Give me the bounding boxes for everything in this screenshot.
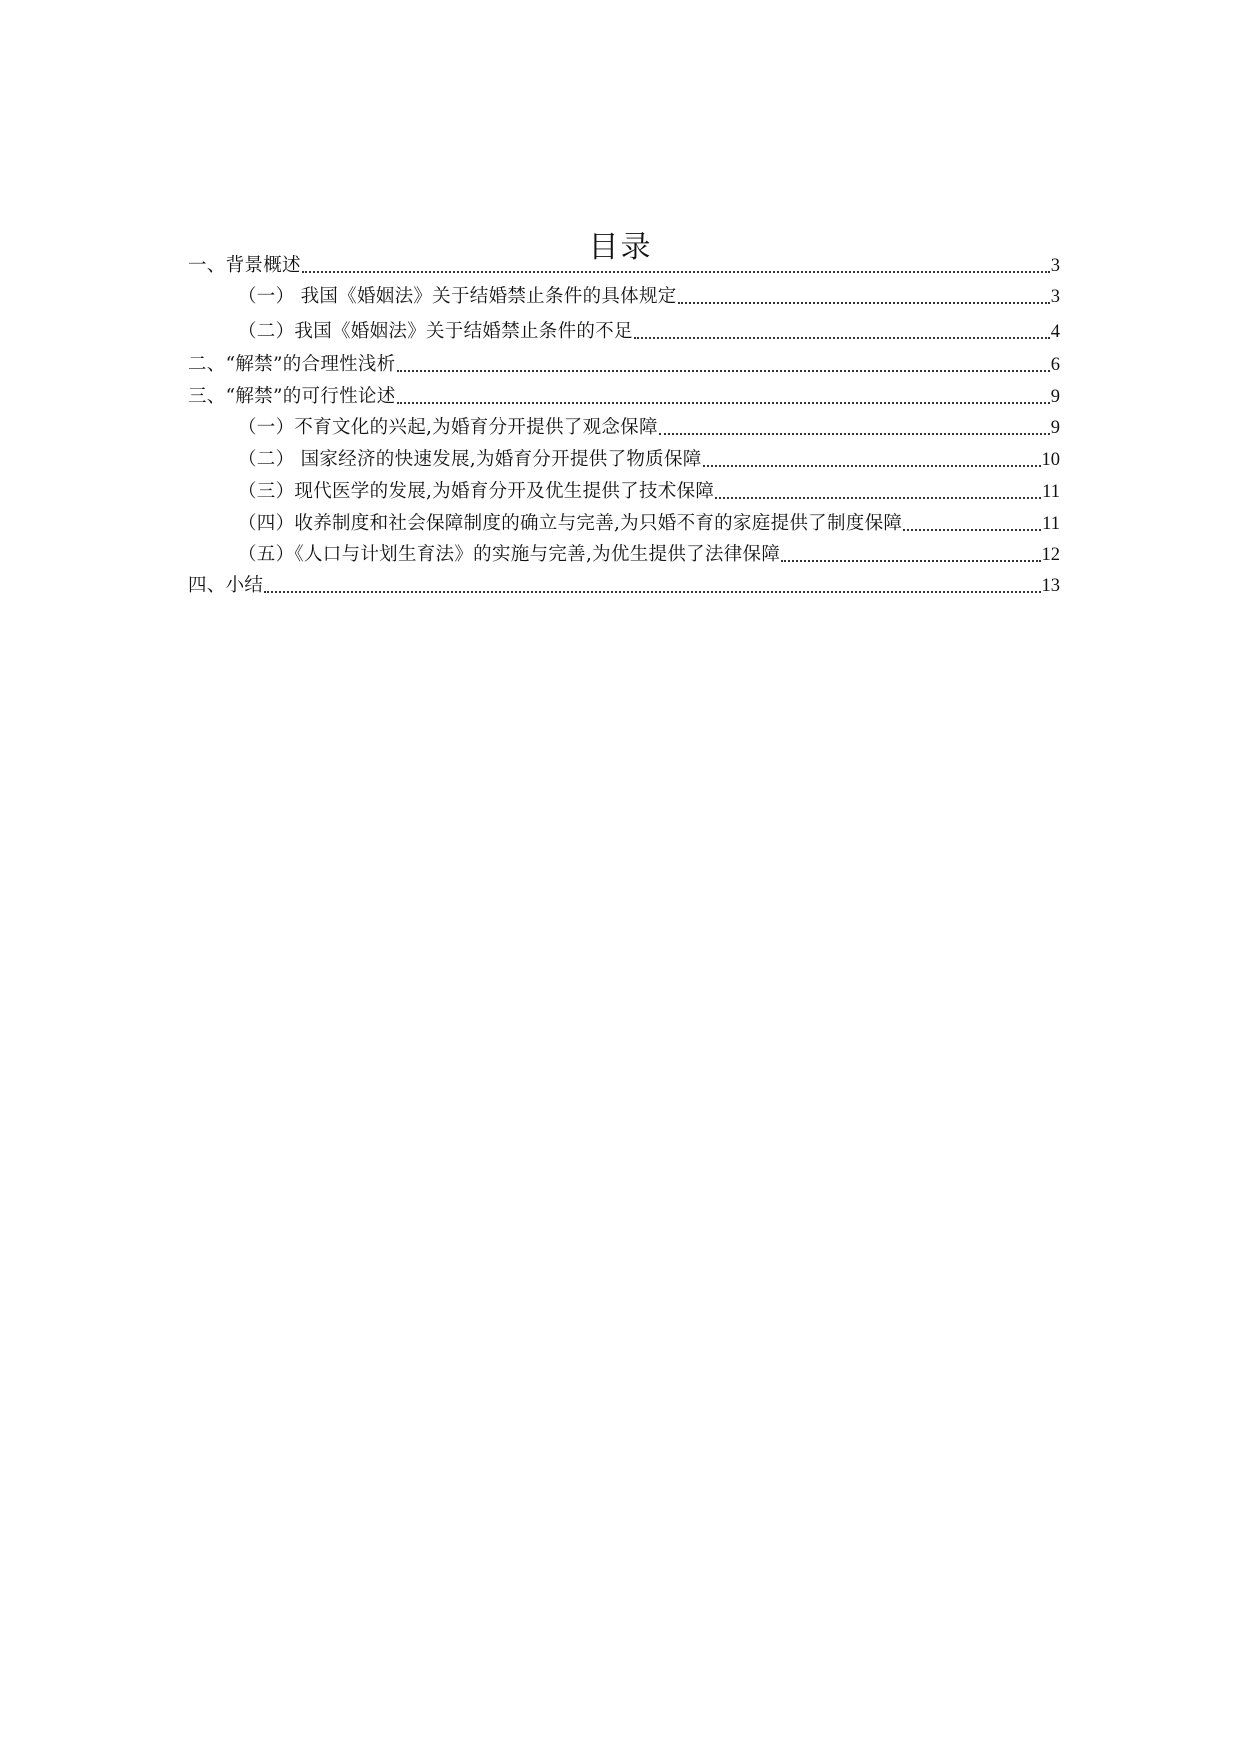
toc-entry-text: 一、背景概述 (188, 255, 301, 276)
toc-dot-leader (781, 560, 1040, 562)
toc-entry[interactable] (238, 447, 1060, 473)
toc-entry[interactable] (238, 319, 1060, 345)
toc-entry-text: （二） 国家经济的快速发展,为婚育分开提供了物质保障 (238, 449, 702, 470)
toc-entry-text: （三）现代医学的发展,为婚育分开及优生提供了技术保障 (238, 481, 715, 502)
toc-dot-leader (678, 302, 1050, 304)
toc-entry-text: （一） 我国《婚姻法》关于结婚禁止条件的具体规定 (238, 286, 677, 307)
toc-page-number: 6 (1050, 355, 1060, 375)
toc-entry[interactable] (238, 284, 1060, 310)
toc-page-number: 3 (1050, 256, 1060, 276)
toc-dot-leader (302, 271, 1050, 273)
toc-entry[interactable] (238, 415, 1060, 441)
toc-entry[interactable] (238, 511, 1060, 537)
toc-entry-text: （四）收养制度和社会保障制度的确立与完善,为只婚不育的家庭提供了制度保障 (238, 513, 903, 534)
toc-dot-leader (659, 433, 1050, 435)
toc-dot-leader (903, 529, 1041, 531)
toc-page-number: 9 (1050, 418, 1060, 438)
toc-page-number: 11 (1042, 514, 1060, 534)
toc-entry-text: （二）我国《婚姻法》关于结婚禁止条件的不足 (238, 321, 633, 342)
toc-page-number: 11 (1042, 482, 1060, 502)
toc-entry[interactable] (188, 253, 1060, 279)
toc-entry-text: （一）不育文化的兴起,为婚育分开提供了观念保障 (238, 417, 658, 438)
toc-dot-leader (715, 497, 1041, 499)
toc-page-number: 3 (1050, 287, 1060, 307)
toc-entry[interactable] (238, 542, 1060, 568)
toc-entry[interactable] (188, 384, 1060, 410)
toc-entry[interactable] (188, 352, 1060, 378)
toc-dot-leader (703, 465, 1041, 467)
toc-entry[interactable] (238, 479, 1060, 505)
toc-dot-leader (264, 591, 1040, 593)
toc-entry-text: 二、“解禁”的合理性浅析 (188, 354, 396, 375)
page-title: 目录 (588, 230, 653, 265)
toc-page-number: 10 (1041, 450, 1060, 470)
toc-page-number: 9 (1050, 387, 1060, 407)
toc-entry-text: （五）《人口与计划生育法》的实施与完善,为优生提供了法律保障 (238, 544, 781, 565)
toc-entry-text: 四、小结 (188, 575, 264, 596)
toc-dot-leader (397, 370, 1050, 372)
toc-page-number: 12 (1041, 545, 1060, 565)
toc-page-number: 13 (1041, 576, 1060, 596)
toc-dot-leader (397, 402, 1050, 404)
toc-entry[interactable] (188, 573, 1060, 599)
toc-entry-text: 三、“解禁”的可行性论述 (188, 386, 396, 407)
toc-page-number: 4 (1050, 322, 1060, 342)
toc-dot-leader (634, 337, 1050, 339)
